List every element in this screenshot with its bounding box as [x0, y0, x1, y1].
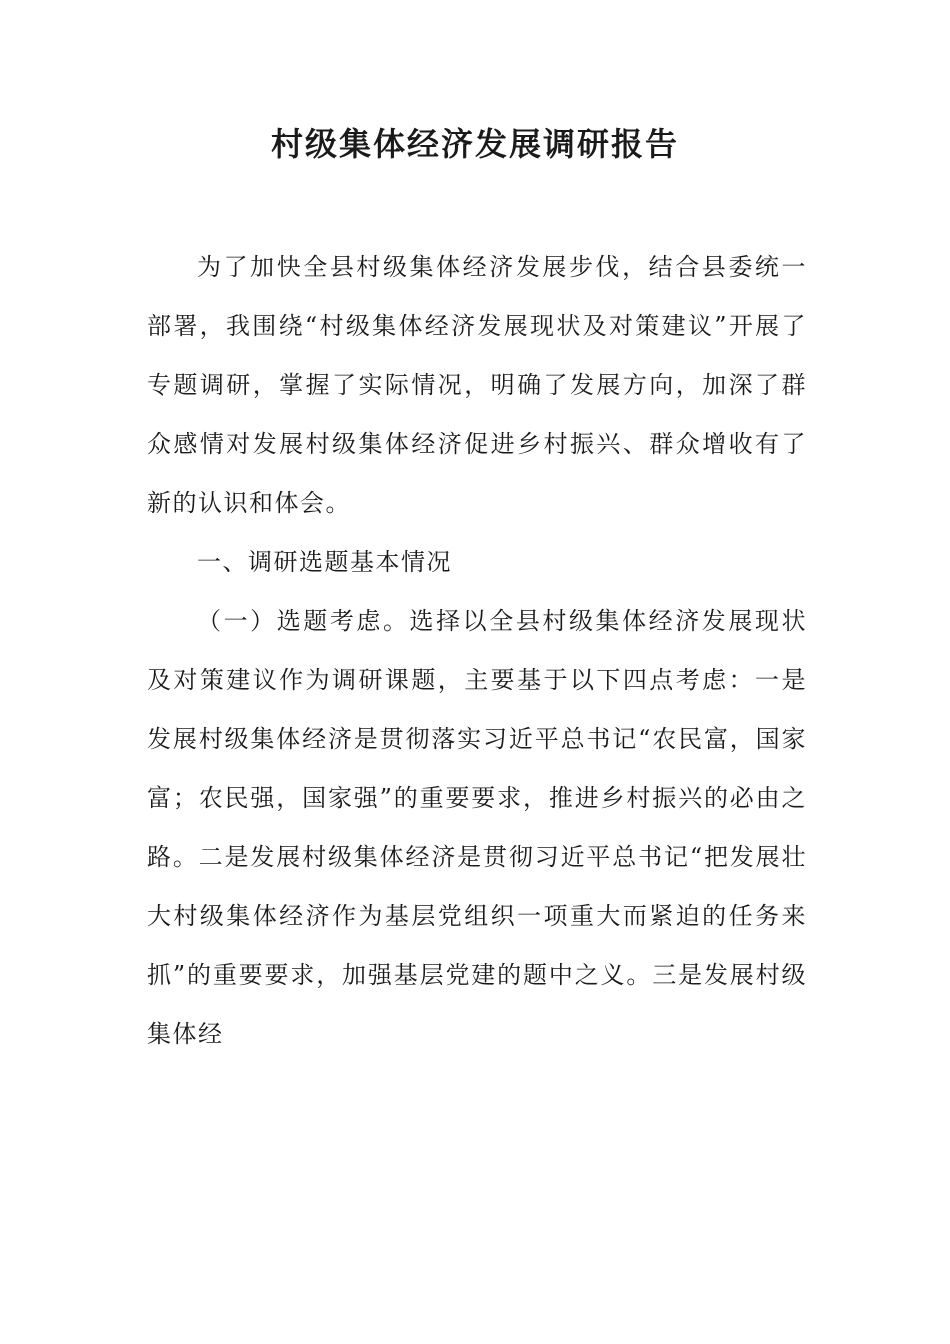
intro-paragraph: 为了加快全县村级集体经济发展步伐，结合县委统一部署，我围绕“村级集体经济发展现状及对策建议”开展了专题调研，掌握了实际情况，明确了发展方向，加深了群众感情对发展村级集体经济促进乡村振兴、群众增收有了新的认识和体会。	[147, 253, 807, 517]
topic-paragraph: （一）选题考虑。选择以全县村级集体经济发展现状及对策建议作为调研课题，主要基于以下四点考虑：一是发展村级集体经济是贯彻落实习近平总书记“农民富，国家富；农民强，国家强”的重要要求，推进乡村振兴的必由之路。二是发展村级集体经济是贯彻习近平总书记“把发展壮大村级集体经济作为基层党组织一项重大而紧迫的任务来抓”的重要要求，加强基层党建的题中之义。三是发展村级集体经	[147, 607, 807, 1048]
document-title: 村级集体经济发展调研报告	[270, 125, 679, 163]
document-body	[147, 238, 807, 1064]
section-heading: 一、调研选题基本情况	[197, 548, 452, 576]
